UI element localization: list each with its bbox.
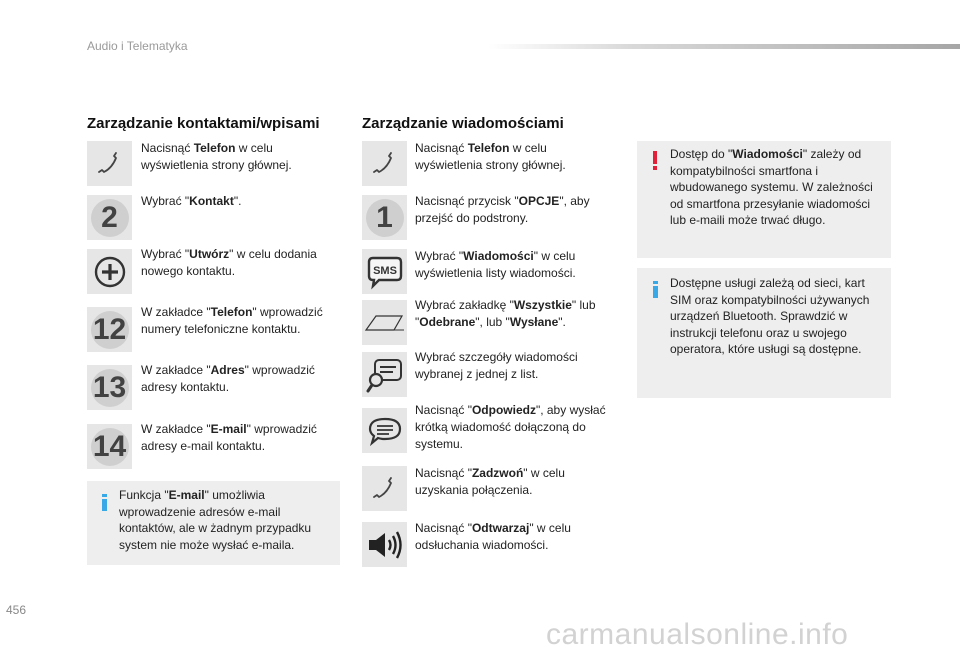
middle-step-4-text: Wybrać zakładkę "Wszystkie" lub "Odebrane", lub "Wysłane". bbox=[415, 298, 596, 329]
step-number-tile bbox=[87, 365, 132, 410]
messages-warning-note-text: Dostęp do "Wiadomości" zależy od kompatybilności smartfona i wbudowanego systemu. W zależności od smartfona przesyłanie wiadomości lub e-maili może trwać długo. bbox=[670, 147, 873, 227]
phone-handset-icon bbox=[362, 466, 407, 511]
header-gradient-bar bbox=[488, 44, 960, 49]
info-icon bbox=[651, 281, 659, 298]
step-number: 12 bbox=[92, 312, 127, 346]
speaker-icon bbox=[362, 522, 407, 567]
left-step-1-text: Nacisnąć Telefon w celu wyświetlenia strony głównej. bbox=[141, 141, 292, 172]
left-step-4-text: W zakładce "Telefon" wprowadzić numery telefoniczne kontaktu. bbox=[141, 305, 323, 336]
page-number: 456 bbox=[6, 603, 27, 617]
step-number: 14 bbox=[92, 429, 127, 463]
left-step-3-text: Wybrać "Utwórz" w celu dodania nowego kontaktu. bbox=[141, 247, 317, 278]
message-search-icon bbox=[362, 352, 407, 397]
sms-bubble-icon bbox=[362, 249, 407, 294]
step-number-tile bbox=[87, 424, 132, 469]
left-step-6-text: W zakładce "E-mail" wprowadzić adresy e-mail kontaktu. bbox=[141, 422, 317, 453]
step-number-tile bbox=[87, 195, 132, 240]
info-icon bbox=[100, 494, 108, 511]
step-number: 13 bbox=[92, 370, 127, 404]
left-step-5-text: W zakładce "Adres" wprowadzić adresy kontaktu. bbox=[141, 363, 315, 394]
middle-heading: Zarządzanie wiadomościami bbox=[362, 115, 564, 132]
step-number: 1 bbox=[376, 200, 393, 234]
middle-step-6-text: Nacisnąć "Odpowiedz", aby wysłać krótką wiadomość dołączoną do systemu. bbox=[415, 403, 606, 451]
reply-bubble-icon bbox=[362, 408, 407, 453]
left-heading: Zarządzanie kontaktami/wpisami bbox=[87, 115, 320, 132]
tab-icon bbox=[362, 300, 407, 345]
middle-step-2-text: Nacisnąć przycisk "OPCJE", aby przejść do podstrony. bbox=[415, 194, 590, 225]
middle-step-5-text: Wybrać szczegóły wiadomości wybranej z jednej z list. bbox=[415, 350, 578, 381]
plus-circle-icon bbox=[87, 249, 132, 294]
header-title: Audio i Telematyka bbox=[87, 39, 188, 53]
step-number-tile bbox=[87, 307, 132, 352]
services-info-note-text: Dostępne usługi zależą od sieci, kart SIM oraz kompatybilności używanych urządzeń Bluetooth. Sprawdzić w instrukcji telefonu oraz u swojego operatora, które usługi są dostępne. bbox=[670, 276, 870, 356]
phone-handset-icon bbox=[362, 141, 407, 186]
middle-step-3-text: Wybrać "Wiadomości" w celu wyświetlenia listy wiadomości. bbox=[415, 249, 576, 280]
phone-handset-icon bbox=[87, 141, 132, 186]
step-number: 2 bbox=[101, 200, 118, 234]
middle-step-8-text: Nacisnąć "Odtwarzaj" w celu odsłuchania wiadomości. bbox=[415, 521, 571, 552]
left-step-2-text: Wybrać "Kontakt". bbox=[141, 194, 242, 208]
warning-icon bbox=[651, 151, 659, 170]
watermark: carmanualsonline.info bbox=[546, 618, 849, 651]
sms-icon-label: SMS bbox=[372, 264, 397, 277]
email-info-note-text: Funkcja "E-mail" umożliwia wprowadzenie adresów e-mail kontaktów, ale w żadnym przypadku system nie może wysłać e-maila. bbox=[119, 488, 312, 552]
middle-step-1-text: Nacisnąć Telefon w celu wyświetlenia strony głównej. bbox=[415, 141, 566, 172]
middle-step-7-text: Nacisnąć "Zadzwoń" w celu uzyskania połączenia. bbox=[415, 466, 565, 497]
step-number-tile bbox=[362, 195, 407, 240]
